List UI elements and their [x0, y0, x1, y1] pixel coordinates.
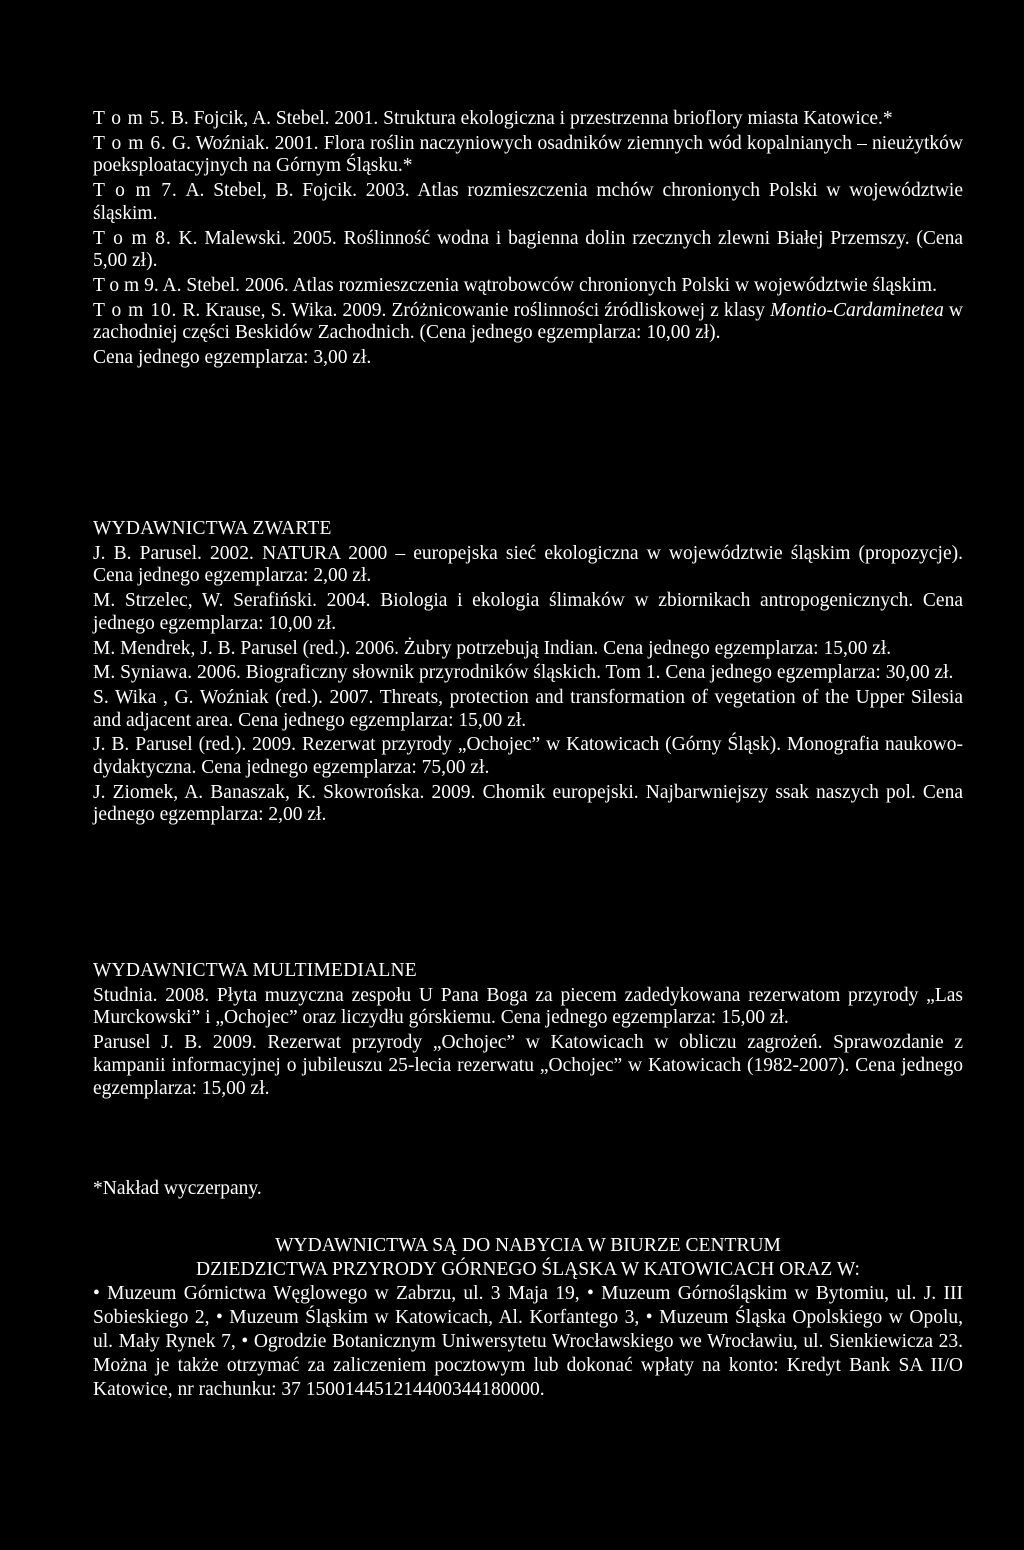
series-entry — [93, 108, 963, 131]
series-price: Cena jednego egzemplarza: 3,00 zł. — [93, 347, 372, 369]
multimedialne-section — [93, 960, 963, 1102]
publication-item: J. B. Parusel. 2002. NATURA 2000 – europejska sieć ekologiczna w województwie śląskim (propozycje). Cena jednego egzemplarza: 2,00 zł. — [93, 542, 963, 587]
footer-heading-line1: WYDAWNICTWA SĄ DO NABYCIA W BIURZE CENTRUM — [275, 1235, 781, 1256]
entry-text: R. Krause, S. Wika. 2009. Zróżnicowanie roślinności źródliskowej z klasy — [182, 299, 771, 321]
footer-heading-line2: DZIEDZICTWA PRZYRODY GÓRNEGO ŚLĄSKA W KATOWICACH ORAZ W: — [196, 1259, 860, 1280]
publication-item: S. Wika , G. Woźniak (red.). 2007. Threats, protection and transformation of vegetation of the Upper Silesia and adjacent area. Cena jednego egzemplarza: 15,00 zł. — [93, 686, 963, 731]
zwarte-heading: WYDAWNICTWA ZWARTE — [93, 518, 332, 539]
publication-item: J. B. Parusel (red.). 2009. Rezerwat przyrody „Ochojec” w Katowicach (Górny Śląsk). Monografia naukowo-dydaktyczna. Cena jednego egzemplarza: 75,00 zł. — [93, 734, 963, 779]
publication-item: Parusel J. B. 2009. Rezerwat przyrody „Ochojec” w Katowicach w obliczu zagrożeń. Sprawozdanie z kampanii informacyjnej o jubileuszu 25-lecia rezerwatu „Ochojec” w Katowicach (1982-2007). Cena jednego egzemplarza: 15,00 zł. — [93, 1032, 963, 1099]
out-of-print-note: *Nakład wyczerpany. — [93, 1178, 262, 1199]
publication-item: M. Mendrek, J. B. Parusel (red.). 2006. Żubry potrzebują Indian. Cena jednego egzemplarza: 15,00 zł. — [93, 637, 892, 659]
series-entry — [93, 180, 963, 225]
series-entry — [93, 228, 963, 273]
tom-label: T o m 5. — [93, 108, 166, 129]
footer-body: • Muzeum Górnictwa Węglowego w Zabrzu, ul. 3 Maja 19, • Muzeum Górnośląskim w Bytomiu, ul. J. III Sobieskiego 2, • Muzeum Śląskim w Katowicach, Al. Korfantego 3, • Muzeum Śląska Opolskiego w Opolu, ul. Mały Rynek 7, • Ogrodzie Botanicznym Uniwersytetu Wrocławskiego we Wrocławiu, ul. Sienkiewicza 23. Można je także otrzymać za zaliczeniem pocztowym lub dokonać wpłaty na konto: Kredyt Bank SA II/O Katowice, nr rachunku: 37 150014451214400344180000. — [93, 1283, 963, 1400]
series-entry — [93, 300, 963, 345]
entry-text: A. Stebel, B. Fojcik. 2003. Atlas rozmieszczenia mchów chronionych Polski w województwie śląskim. — [93, 180, 963, 224]
series-list — [93, 108, 963, 372]
entry-text: B. Fojcik, A. Stebel. 2001. Struktura ekologiczna i przestrzenna brioflory miasta Katowice.* — [170, 108, 893, 129]
footnote — [93, 1178, 963, 1203]
tom-label: T o m 6. — [93, 132, 167, 154]
tom-label: T o m 9. — [93, 274, 159, 296]
publication-item: J. Ziomek, A. Banaszak, K. Skowrońska. 2009. Chomik europejski. Najbarwniejszy ssak naszych pol. Cena jednego egzemplarza: 2,00 zł. — [93, 781, 963, 826]
footer-section — [93, 1234, 963, 1402]
entry-text: w zachodniej części Beskidów Zachodnich. (Cena jednego egzemplarza: 10,00 zł). — [93, 299, 964, 344]
publication-item: M. Strzelec, W. Serafiński. 2004. Biologia i ekologia ślimaków w zbiornikach antropogenicznych. Cena jednego egzemplarza: 10,00 zł. — [93, 590, 963, 634]
entry-italic-taxon: Montio-Cardaminetea — [770, 299, 944, 321]
tom-label: T o m 10. — [93, 299, 178, 321]
multimedialne-heading: WYDAWNICTWA MULTIMEDIALNE — [93, 960, 417, 981]
entry-text: K. Malewski. 2005. Roślinność wodna i bagienna dolin rzecznych zlewni Białej Przemszy. (Cena 5,00 zł). — [93, 227, 963, 272]
tom-label: T o m 7. — [93, 180, 178, 202]
entry-text: G. Woźniak. 2001. Flora roślin naczyniowych osadników ziemnych wód kopalnianych – nieużytków poeksploatacyjnych na Górnym Śląsku.* — [93, 132, 964, 177]
publication-item: M. Syniawa. 2006. Biograficzny słownik przyrodników śląskich. Tom 1. Cena jednego egzemplarza: 30,00 zł. — [93, 662, 954, 684]
entry-text: A. Stebel. 2006. Atlas rozmieszczenia wątrobowców chronionych Polski w województwie śląskim. — [162, 274, 937, 296]
publication-item: Studnia. 2008. Płyta muzyczna zespołu U Pana Boga za piecem zadedykowana rezerwatom przyrody „Las Murckowski” i „Ochojec” oraz liczydłu górskiemu. Cena jednego egzemplarza: 15,00 zł. — [93, 984, 963, 1029]
series-entry — [93, 133, 963, 178]
tom-label: T o m 8. — [93, 227, 172, 249]
series-entry — [93, 275, 963, 298]
zwarte-section — [93, 518, 963, 829]
